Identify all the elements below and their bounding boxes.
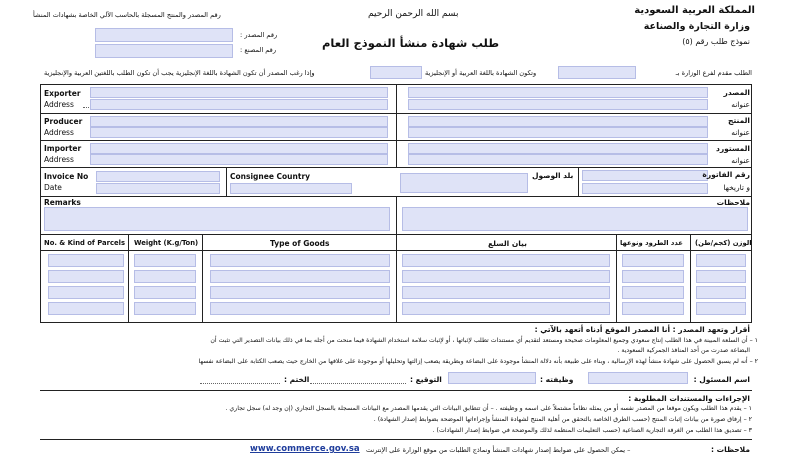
exporter-number-label: رقم المصدر : [240, 31, 278, 39]
invoice-date-label-ar: و تاريخها [723, 183, 750, 192]
declaration-title: أقرار وتعهد المصدر : أنا المصدر الموقع أدناه أتعهد بالآتي : [534, 325, 750, 334]
weight-field-en[interactable] [134, 254, 196, 267]
form-title: طلب شهادة منشأ النموذج العام [322, 36, 500, 50]
website-link[interactable]: www.commerce.gov.sa [250, 444, 360, 454]
invoice-date-field-ar[interactable] [582, 183, 708, 194]
producer-name-field-ar[interactable] [408, 116, 708, 127]
producer-address-label-ar: عنوانه [731, 128, 750, 137]
footer-note-text: – يمكن الحصول على ضوابط إصدار شهادات المنشأ ونماذج الطلبات من موقع الوزارة على الإنترنت [366, 446, 631, 454]
top-note: رقم المصدر والمنتج المسجلة بالحاسب الآلي الخاصة بشهادات المنشأ [33, 11, 221, 19]
consignee-country-field-en[interactable] [230, 183, 352, 194]
producer-label-ar: المنتج [728, 116, 750, 125]
goods-field-ar[interactable] [402, 286, 610, 299]
goods-field-en[interactable] [210, 270, 390, 283]
producer-number-field[interactable] [95, 44, 233, 58]
parcels-field-en[interactable] [48, 302, 124, 315]
importer-label-en: Importer [44, 144, 82, 153]
exporter-label-ar: المصدر [723, 88, 750, 97]
producer-address-field-ar[interactable] [408, 127, 708, 138]
goods-field-ar[interactable] [402, 302, 610, 315]
invoice-date-field-en[interactable] [96, 183, 220, 194]
remarks-label-ar: ملاحظات [716, 198, 750, 207]
exporter-address-label-ar: عنوانه [731, 100, 750, 109]
exporter-name-field-ar[interactable] [408, 87, 708, 98]
arrival-country-label-ar: بلد الوصول [532, 171, 574, 180]
importer-address-label-ar: عنوانه [731, 156, 750, 165]
producer-address-field-en[interactable] [90, 127, 388, 138]
exporter-label-en: Exporter [44, 89, 81, 98]
branch-label: الطلب مقدم لفرع الوزارة بـ [675, 69, 752, 77]
col-parcels-ar: عدد الطرود ونوعها [620, 239, 683, 247]
parcels-field-ar[interactable] [622, 254, 684, 267]
goods-field-ar[interactable] [402, 254, 610, 267]
consignee-country-label: Consignee Country [230, 172, 311, 181]
official-name-field[interactable] [588, 372, 688, 384]
importer-address-label-en: Address [44, 155, 74, 164]
weight-field-en[interactable] [134, 286, 196, 299]
parcels-field-en[interactable] [48, 286, 124, 299]
exporter-number-field[interactable] [95, 28, 233, 42]
ministry-line2: وزارة التجارة والصناعة [643, 21, 750, 32]
invoice-no-label-ar: رقم الفاتورة [702, 170, 750, 179]
weight-field-ar[interactable] [696, 302, 746, 315]
parcels-field-ar[interactable] [622, 302, 684, 315]
declaration-item1: ١ – أن السلعة المبينة في هذا الطلب إنتاج سعودي وجميع المعلومات صحيحة ومستعد لتقديم أي مستندات تطلب لإثباتها ، أو لإثبات سلامة استخدام الشهادة فيما منحت من أجله بما في ذلك بيانات التصدير التي تثبت أن [210, 337, 758, 344]
exporter-address-field-ar[interactable] [408, 99, 708, 110]
language-label: وتكون الشهادة باللغة العربية أو الإنجليزية [425, 69, 537, 77]
parcels-field-ar[interactable] [622, 270, 684, 283]
producer-name-field-en[interactable] [90, 116, 388, 127]
form-number: نموذج طلب رقم (٥) [682, 37, 750, 46]
invoice-no-label-en: Invoice No [44, 172, 89, 181]
col-goods-ar: بيان السلع [488, 239, 527, 248]
parcels-field-en[interactable] [48, 270, 124, 283]
position-field[interactable] [448, 372, 536, 384]
producer-label-en: Producer [44, 117, 83, 126]
procedure-1: ١ – يقدم هذا الطلب ويكون موقعا من المصدر نفسه أو من يمثله نظاماً مشتملاً على اسمه و وظيفته . – أن تتطابق البيانات التي يقدمها المصدر مع البيانات المسجلة بالسجل التجاري (إن وجد له) سجل تجاري . [225, 405, 752, 412]
english-note: وإذا رغب المصدر أن تكون الشهادة باللغة الإنجليزية يجب أن تكون الطلب باللغتين العربية والإنجليزية [44, 69, 315, 77]
importer-name-field-ar[interactable] [408, 143, 708, 154]
signature-label: التوقيع : [410, 375, 442, 384]
parcels-field-ar[interactable] [622, 286, 684, 299]
declaration-item2: ٢ – أنه لم يسبق الحصول على شهادة منشأ لهذه الإرسالية ، وبناء على طبيعة بأنه دلالة المنشأ موجودة على البضاعة وبطريقة يصعب إزالتها وتحليلها أو موجودة على غلافها من الخارج حيث يصعب الكتابة على البضاعة نفسها [198, 358, 758, 365]
col-weight-ar: الوزن (كجم/طن) [695, 239, 752, 247]
parcels-field-en[interactable] [48, 254, 124, 267]
goods-field-ar[interactable] [402, 270, 610, 283]
declaration-item1-cont: البضاعة صدرت من أحد المنافذ الجمركية السعودية . [617, 347, 750, 354]
invoice-no-field-en[interactable] [96, 171, 220, 182]
exporter-address-label-en: Address [44, 100, 74, 109]
invoice-date-label-en: Date [44, 183, 62, 192]
exporter-address-field-en[interactable] [90, 99, 388, 110]
basmala: بسم الله الرحمن الرحيم [368, 9, 459, 19]
footer-note-label: ملاحظات : [710, 445, 750, 454]
branch-field[interactable] [558, 66, 636, 79]
remarks-field-en[interactable] [44, 207, 390, 231]
importer-label-ar: المستورد [716, 144, 750, 153]
producer-address-label-en: Address [44, 128, 74, 137]
remarks-field-ar[interactable] [402, 207, 748, 231]
weight-field-en[interactable] [134, 302, 196, 315]
procedure-2: ٢ – إرفاق صورة من بيانات إثبات المنتج (حسب الطرق الخاصة بالتحقق من أهلية المنتج لشهادة المنشأ وإجراءاتها الموضحة بضوابط إصدار الشهادة) . [373, 416, 752, 423]
stamp-label: الختم : [284, 375, 310, 384]
ministry-line1: المملكة العربية السعودية [634, 5, 755, 16]
importer-address-field-ar[interactable] [408, 154, 708, 165]
weight-field-ar[interactable] [696, 270, 746, 283]
procedures-title: الإجراءات والمستندات المطلوبة : [628, 394, 750, 403]
importer-name-field-en[interactable] [90, 143, 388, 154]
goods-field-en[interactable] [210, 302, 390, 315]
position-label: وظيفته : [540, 375, 574, 384]
goods-field-en[interactable] [210, 254, 390, 267]
weight-field-ar[interactable] [696, 254, 746, 267]
weight-field-ar[interactable] [696, 286, 746, 299]
col-weight-en: Weight (K.g/Ton) [134, 239, 199, 247]
arrival-country-field-ar[interactable] [400, 173, 528, 193]
col-goods-en: Type of Goods [270, 239, 330, 248]
goods-field-en[interactable] [210, 286, 390, 299]
language-field[interactable] [370, 66, 422, 79]
invoice-no-field-ar[interactable] [582, 170, 708, 181]
importer-address-field-en[interactable] [90, 154, 388, 165]
official-name-label: اسم المسئول : [693, 375, 750, 384]
producer-number-label: رقم المصنع : [240, 46, 277, 54]
col-parcels-en: No. & Kind of Parcels [44, 239, 126, 247]
weight-field-en[interactable] [134, 270, 196, 283]
remarks-label-en: Remarks [44, 198, 81, 207]
procedure-3: ٣ – تصديق هذا الطلب من الغرفة التجارية الصناعية (حسب التعليمات المنظمة لذلك والموضحة في ضوابط إصدار الشهادات) . [432, 427, 752, 434]
exporter-name-field-en[interactable] [90, 87, 388, 98]
